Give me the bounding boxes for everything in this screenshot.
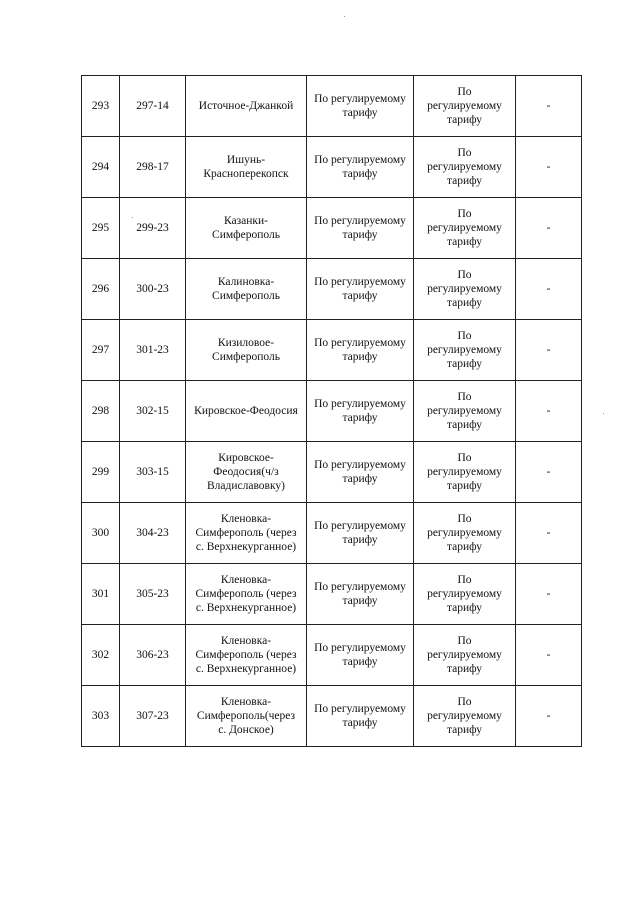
fare-cell: По регулируемому тарифу [307,137,414,198]
fare-cell: По регулируемому тарифу [307,625,414,686]
row-number-cell: 294 [82,137,120,198]
extra-cell: - [516,625,582,686]
table-row [82,320,582,381]
table-row [82,381,582,442]
table-row [82,503,582,564]
extra-cell: - [516,137,582,198]
extra-cell: - [516,686,582,747]
fare-cell: По регулируемому тарифу [307,76,414,137]
extra-cell: - [516,564,582,625]
route-name-cell: Источное-Джанкой [186,76,307,137]
route-code-cell: 297-14 [120,76,186,137]
route-code-cell: 298-17 [120,137,186,198]
row-number-cell: 296 [82,259,120,320]
tariff-cell: По регулируемому тарифу [414,564,516,625]
extra-cell: - [516,259,582,320]
extra-cell: - [516,76,582,137]
tariff-cell: По регулируемому тарифу [414,686,516,747]
table-row [82,442,582,503]
tariff-cell: По регулируемому тарифу [414,76,516,137]
route-name-cell: Кленовка- Симферополь (через с. Верхнекурганное) [186,564,307,625]
routes-table [81,75,582,747]
table-row [82,198,582,259]
scan-speck [603,413,604,414]
tariff-cell: По регулируемому тарифу [414,625,516,686]
route-name-cell: Казанки- Симферополь [186,198,307,259]
route-name-cell: Кленовка- Симферополь(через с. Донское) [186,686,307,747]
tariff-cell: По регулируемому тарифу [414,259,516,320]
route-name-cell: Кировское- Феодосия(ч/з Владиславовку) [186,442,307,503]
route-name-cell: Ишунь- Красноперекопск [186,137,307,198]
row-number-cell: 299 [82,442,120,503]
tariff-cell: По регулируемому тарифу [414,137,516,198]
tariff-cell: По регулируемому тарифу [414,442,516,503]
routes-table-body [82,76,582,747]
route-name-cell: Калиновка- Симферополь [186,259,307,320]
route-name-cell: Кизиловое- Симферополь [186,320,307,381]
fare-cell: По регулируемому тарифу [307,564,414,625]
fare-cell: По регулируемому тарифу [307,320,414,381]
fare-cell: По регулируемому тарифу [307,442,414,503]
fare-cell: По регулируемому тарифу [307,259,414,320]
row-number-cell: 297 [82,320,120,381]
row-number-cell: 302 [82,625,120,686]
route-name-cell: Кленовка- Симферополь (через с. Верхнекурганное) [186,503,307,564]
tariff-cell: По регулируемому тарифу [414,198,516,259]
tariff-cell: По регулируемому тарифу [414,381,516,442]
row-number-cell: 300 [82,503,120,564]
fare-cell: По регулируемому тарифу [307,503,414,564]
extra-cell: - [516,381,582,442]
row-number-cell: 301 [82,564,120,625]
fare-cell: По регулируемому тарифу [307,381,414,442]
row-number-cell: 303 [82,686,120,747]
route-code-cell: 301-23 [120,320,186,381]
route-code-cell: 305-23 [120,564,186,625]
route-name-cell: Кировское-Феодосия [186,381,307,442]
tariff-cell: По регулируемому тарифу [414,503,516,564]
table-row [82,686,582,747]
extra-cell: - [516,198,582,259]
route-code-cell: 302-15 [120,381,186,442]
scan-speck [344,16,345,17]
row-number-cell: 298 [82,381,120,442]
row-number-cell: 295 [82,198,120,259]
route-code-cell: 304-23 [120,503,186,564]
extra-cell: - [516,503,582,564]
table-row [82,564,582,625]
tariff-cell: По регулируемому тарифу [414,320,516,381]
table-row [82,137,582,198]
route-code-cell: 307-23 [120,686,186,747]
route-code-cell: 303-15 [120,442,186,503]
route-name-cell: Кленовка- Симферополь (через с. Верхнекурганное) [186,625,307,686]
table-row [82,259,582,320]
extra-cell: - [516,320,582,381]
route-code-cell: 299-23 [120,198,186,259]
fare-cell: По регулируемому тарифу [307,198,414,259]
extra-cell: - [516,442,582,503]
table-row [82,76,582,137]
route-code-cell: 306-23 [120,625,186,686]
route-code-cell: 300-23 [120,259,186,320]
fare-cell: По регулируемому тарифу [307,686,414,747]
row-number-cell: 293 [82,76,120,137]
table-row [82,625,582,686]
